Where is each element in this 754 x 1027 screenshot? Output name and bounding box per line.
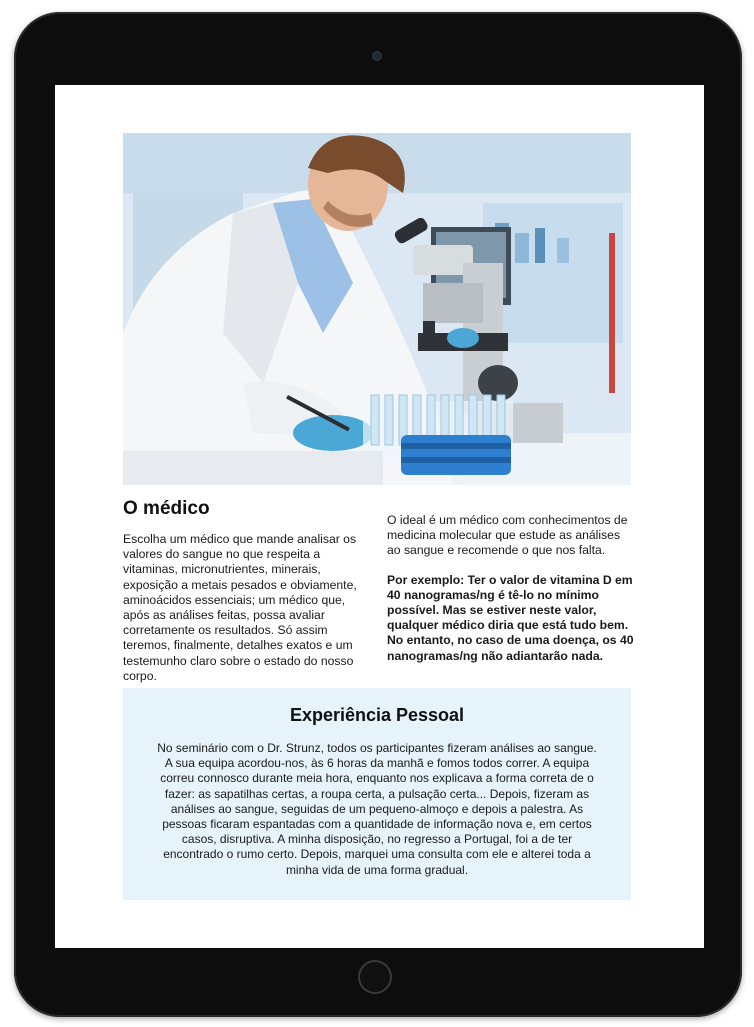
lab-photo	[123, 133, 631, 485]
screen	[55, 85, 704, 948]
right-column-text: O ideal é um médico com conhecimentos de medicina molecular que estude as análises ao sangue e recomende o que nos falta.	[387, 513, 628, 558]
personal-experience-box	[123, 688, 631, 900]
box-text: No seminário com o Dr. Strunz, todos os participantes fizeram análises ao sangue. A sua equipa acordou-nos, às 6 horas da manhã e fomos todos correr. A equipa correu connosco durante meia hora, enquanto nos explicava a forma correta de o fazer: as sapatilhas certas, a roupa certa, a pulsação certa... Depois, fizeram as análises ao sangue, seguidas de um pequeno-almoço e depois a palestra. As pessoas ficaram espantadas com a quantidade de informação nova e, em certos casos, disruptiva. A minha disposição, no regresso a Portugal, foi a de ter encontrado o rumo certo. Depois, marquei uma consulta com ele e alterei toda a minha vida de uma forma gradual.	[157, 741, 597, 877]
box-title: Experiência Pessoal	[289, 705, 465, 725]
left-column-text: Escolha um médico que mande analisar os valores do sangue no que respeita a vitaminas, micronutrientes, minerais, exposição a metais pesados e obviamente, aminoácidos essenciais; um médico que, após as análises feitas, possa avaliar corretamente os resultados. Só assim teremos, finalmente, detalhes exatos e um testemunho claro sobre o estado do nosso corpo.	[123, 532, 357, 683]
home-button[interactable]	[358, 960, 392, 994]
camera-icon	[372, 51, 382, 61]
right-column	[387, 513, 635, 678]
section-heading: O médico	[123, 498, 210, 519]
right-column-bold-text: Por exemplo: Ter o valor de vitamina D em 40 nanogramas/ng é tê-lo no mínimo possível. Mas se estiver neste valor, qualquer médico diria que está tudo bem. No entanto, no caso de uma doença, os 40 nanogramas/ng não adiantarão nada.	[387, 572, 634, 663]
tablet-frame	[14, 12, 742, 1017]
